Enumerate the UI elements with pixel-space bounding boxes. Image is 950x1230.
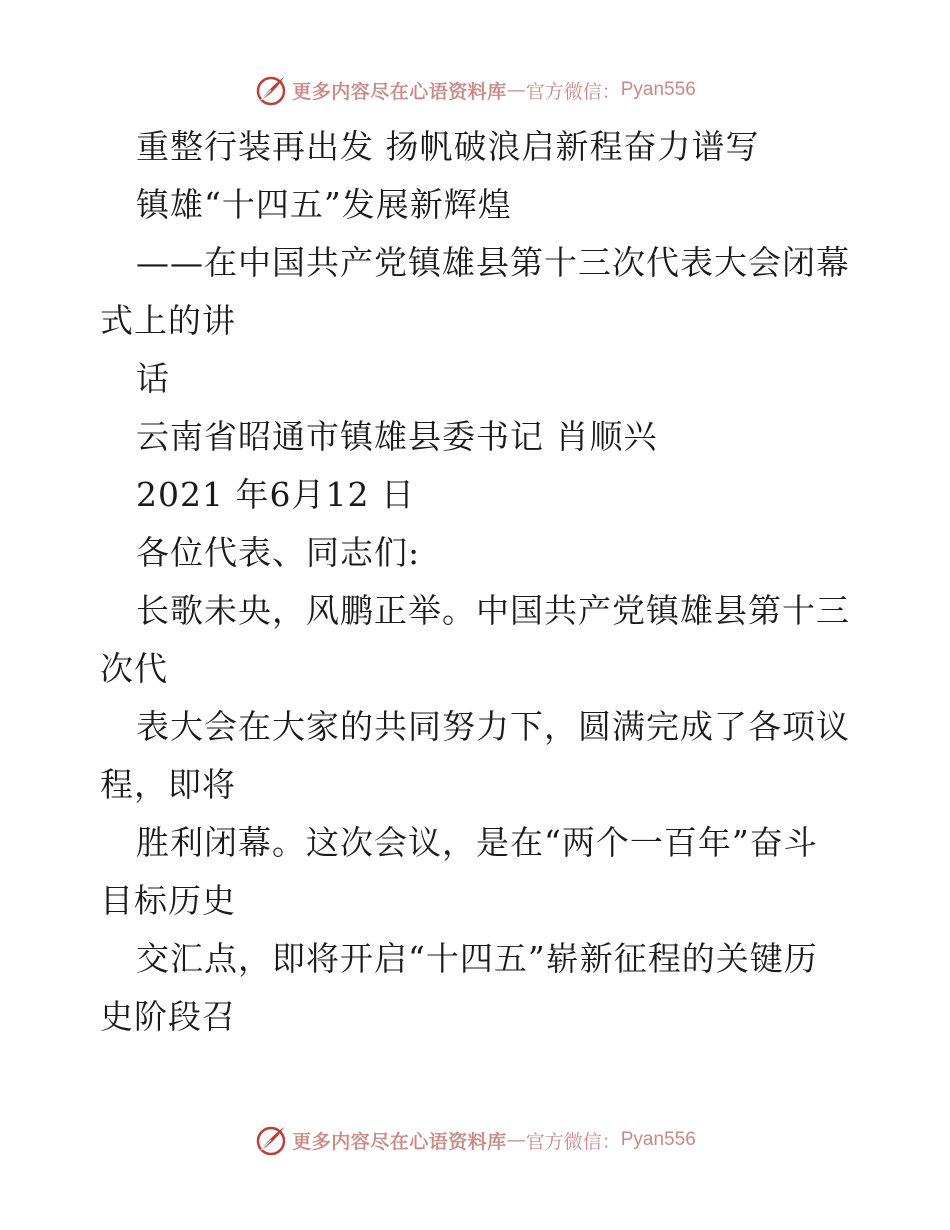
banner-main-text: 更多内容尽在心语资料库	[292, 1130, 507, 1153]
banner-wechat-id: Pyan556	[620, 79, 696, 100]
paragraph-line: 表大会在大家的共同努力下，圆满完成了各项议	[136, 707, 850, 746]
banner-dash: —	[506, 1129, 526, 1151]
paragraph-line: 胜利闭幕。这次会议，是在“两个一百年”奋斗	[136, 823, 818, 862]
banner-dash: —	[506, 79, 526, 101]
banner-main-text: 更多内容尽在心语资料库	[292, 80, 507, 103]
subtitle-line-1: ——在中国共产党镇雄县第十三次代表大会闭幕	[136, 243, 850, 282]
quill-logo-icon	[254, 1123, 288, 1157]
footer-watermark	[0, 1120, 950, 1160]
paragraph-line: 程，即将	[100, 765, 236, 804]
title-line-2: 镇雄“十四五”发展新辉煌	[136, 185, 512, 224]
date-line: 2021 年6月12 日	[136, 475, 415, 514]
paragraph-line: 史阶段召	[100, 997, 236, 1036]
banner-sub-text: 官方微信：	[525, 1130, 621, 1153]
author-line: 云南省昭通市镇雄县委书记 肖顺兴	[136, 417, 658, 456]
title-line-1: 重整行装再出发 扬帆破浪启新程奋力谱写	[136, 127, 760, 166]
salutation-line: 各位代表、同志们:	[136, 533, 421, 572]
paragraph-line: 次代	[100, 649, 168, 688]
banner-sub-text: 官方微信：	[525, 80, 621, 103]
banner-wechat-id: Pyan556	[620, 1129, 696, 1150]
header-watermark	[0, 70, 950, 110]
quill-logo-icon	[254, 73, 288, 107]
subtitle-line-3: 话	[136, 359, 170, 398]
subtitle-line-2: 式上的讲	[100, 301, 236, 340]
paragraph-line: 交汇点，即将开启“十四五”崭新征程的关键历	[136, 939, 818, 978]
paragraph-line: 目标历史	[100, 881, 236, 920]
paragraph-line: 长歌未央，风鹏正举。中国共产党镇雄县第十三	[136, 591, 850, 630]
